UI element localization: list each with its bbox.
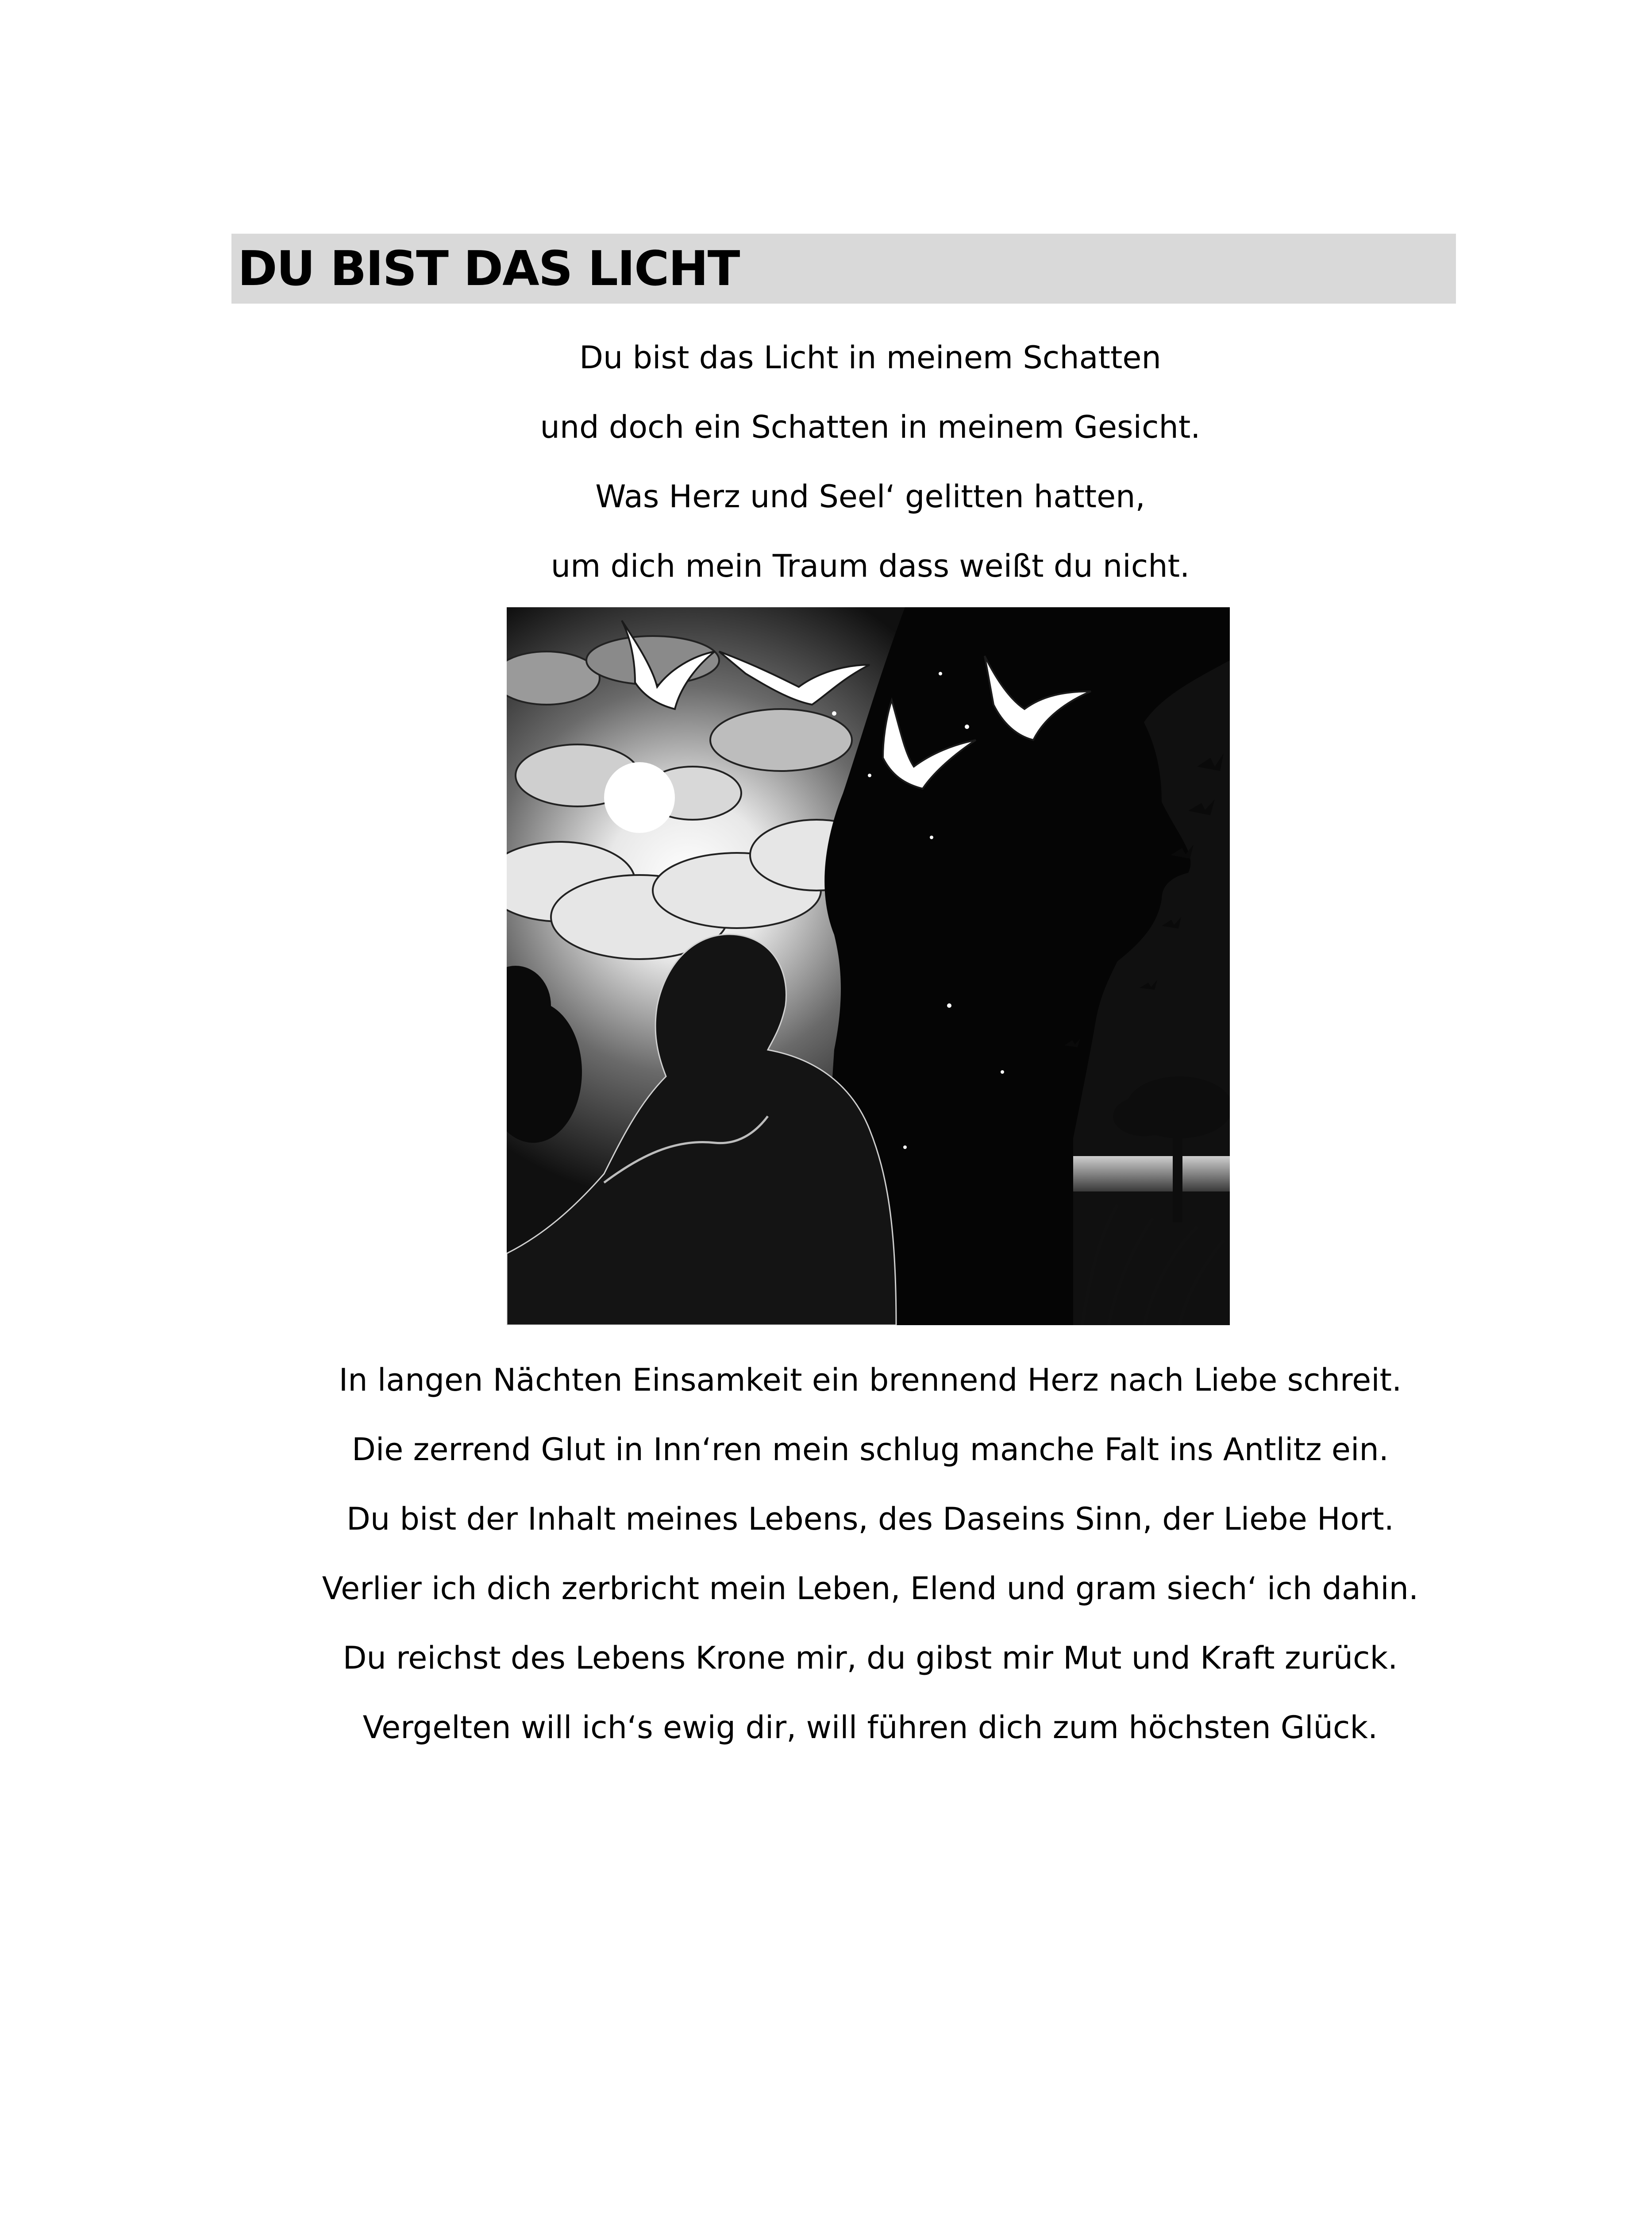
stanza-1 (177, 323, 1563, 601)
stanza-2 (177, 1346, 1563, 1762)
title-bar (231, 234, 1456, 304)
verse-line: Du bist das Licht in meinem Schatten (579, 339, 1161, 376)
page-title: DU BIST DAS LICHT (238, 241, 739, 297)
poem-illustration (507, 607, 1230, 1325)
illustration-artwork (507, 607, 1230, 1325)
verse-line: Was Herz und Seel‘ gelitten hatten, (595, 478, 1145, 515)
verse-line: Du reichst des Lebens Krone mir, du gibst mir Mut und Kraft zurück. (343, 1640, 1398, 1676)
verse-line: und doch ein Schatten in meinem Gesicht. (540, 409, 1201, 445)
verse-line: In langen Nächten Einsamkeit ein brennend Herz nach Liebe schreit. (339, 1362, 1402, 1398)
verse-line: Du bist der Inhalt meines Lebens, des Daseins Sinn, der Liebe Hort. (347, 1501, 1394, 1537)
verse-line: Die zerrend Glut in Inn‘ren mein schlug manche Falt ins Antlitz ein. (351, 1431, 1389, 1468)
verse-line: um dich mein Traum dass weißt du nicht. (551, 548, 1190, 584)
sea (1073, 1156, 1230, 1191)
verse-line: Vergelten will ich‘s ewig dir, will führen dich zum höchsten Glück. (362, 1709, 1378, 1746)
verse-line: Verlier ich dich zerbricht mein Leben, Elend und gram siech‘ ich dahin. (322, 1570, 1419, 1607)
sun (604, 762, 675, 833)
